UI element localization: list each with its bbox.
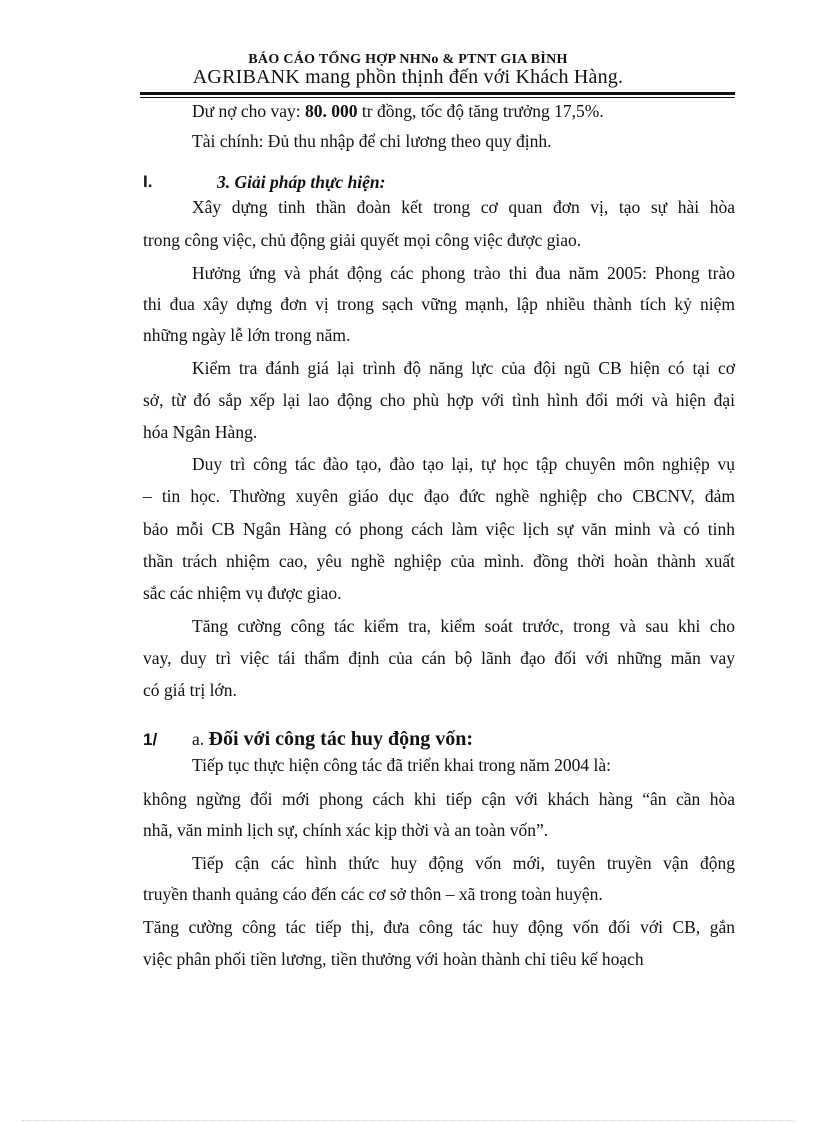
header-rule-thick: [140, 92, 735, 95]
paragraph-line: sở, từ đó sắp xếp lại lao động cho phù hợp với tình hình đổi mới và hiện đại: [143, 390, 735, 410]
paragraph-line: không ngừng đổi mới phong cách khi tiếp cận với khách hàng “ân cần hòa: [143, 789, 735, 809]
bank-slogan: AGRIBANK mang phồn thịnh đến với Khách Hàng.: [192, 66, 624, 88]
loan-suffix: tr đồng, tốc độ tăng trưởng 17,5%.: [357, 101, 604, 121]
section-marker: I.: [143, 172, 153, 191]
paragraph-line: Duy trì công tác đào tạo, đào tạo lại, tự học tập chuyên môn nghiệp vụ: [192, 454, 735, 474]
paragraph-line: có giá trị lớn.: [143, 680, 237, 700]
paragraph-line: truyền thanh quảng cáo đến các cơ sở thôn – xã trong toàn huyện.: [143, 884, 603, 904]
paragraph-line: thần trách nhiệm cao, yêu nghề nghiệp của mình. đồng thời hoàn thành xuất: [143, 551, 735, 571]
paragraph-line: Hưởng ứng và phát động các phong trào thi đua năm 2005: Phong trào: [192, 263, 735, 283]
loan-prefix: Dư nợ cho vay:: [192, 101, 306, 121]
loan-balance-line: [192, 99, 604, 123]
paragraph-line: Tiếp cận các hình thức huy động vốn mới, tuyên truyền vận động: [192, 853, 735, 873]
subsection-heading-line: [192, 727, 473, 751]
paragraph-line: Tăng cường công tác kiểm tra, kiểm soát trước, trong và sau khi cho: [192, 616, 735, 636]
paragraph-line: hóa Ngân Hàng.: [143, 422, 258, 442]
finance-line: Tài chính: Đủ thu nhập để chi lương theo quy định.: [192, 131, 552, 151]
report-title: BÁO CÁO TỔNG HỢP NHNo & PTNT GIA BÌNH: [248, 52, 568, 67]
paragraph-line: Xây dựng tinh thần đoàn kết trong cơ quan đơn vị, tạo sự hài hòa: [192, 197, 735, 217]
paragraph-line: Tiếp tục thực hiện công tác đã triển khai trong năm 2004 là:: [192, 755, 612, 775]
header-rule-thin: [140, 97, 735, 98]
section-heading: 3. Giải pháp thực hiện:: [217, 172, 386, 192]
paragraph-line: – tin học. Thường xuyên giáo dục đạo đức nghề nghiệp cho CBCNV, đảm: [143, 486, 735, 506]
paragraph-line: nhã, văn minh lịch sự, chính xác kịp thời và an toàn vốn”.: [143, 820, 549, 840]
paragraph-line: những ngày lễ lớn trong năm.: [143, 325, 351, 345]
subsection-prefix: a.: [192, 729, 209, 749]
paragraph-line: thi đua xây dựng đơn vị trong sạch vững mạnh, lập nhiều thành tích kỷ niệm: [143, 294, 735, 314]
paragraph-line: việc phân phối tiền lương, tiền thưởng với hoàn thành chỉ tiêu kế hoạch: [143, 949, 644, 969]
subsection-marker: 1/: [143, 730, 158, 749]
page-bottom-divider: [22, 1120, 794, 1121]
subsection-heading: Đối với công tác huy động vốn:: [208, 728, 473, 750]
paragraph-line: bảo mỗi CB Ngân Hàng có phong cách làm việc lịch sự văn minh và có tinh: [143, 519, 735, 539]
paragraph-line: Tăng cường công tác tiếp thị, đưa công tác huy động vốn đối với CB, gắn: [143, 917, 735, 937]
paragraph-line: vay, duy trì việc tái thẩm định của cán bộ lãnh đạo đối với những măn vay: [143, 648, 735, 668]
paragraph-line: Kiểm tra đánh giá lại trình độ năng lực của đội ngũ CB hiện có tại cơ: [192, 358, 735, 378]
paragraph-line: sắc các nhiệm vụ được giao.: [143, 583, 342, 603]
loan-value: 80. 000: [305, 101, 358, 121]
paragraph-line: trong công việc, chủ động giải quyết mọi công việc được giao.: [143, 230, 582, 250]
